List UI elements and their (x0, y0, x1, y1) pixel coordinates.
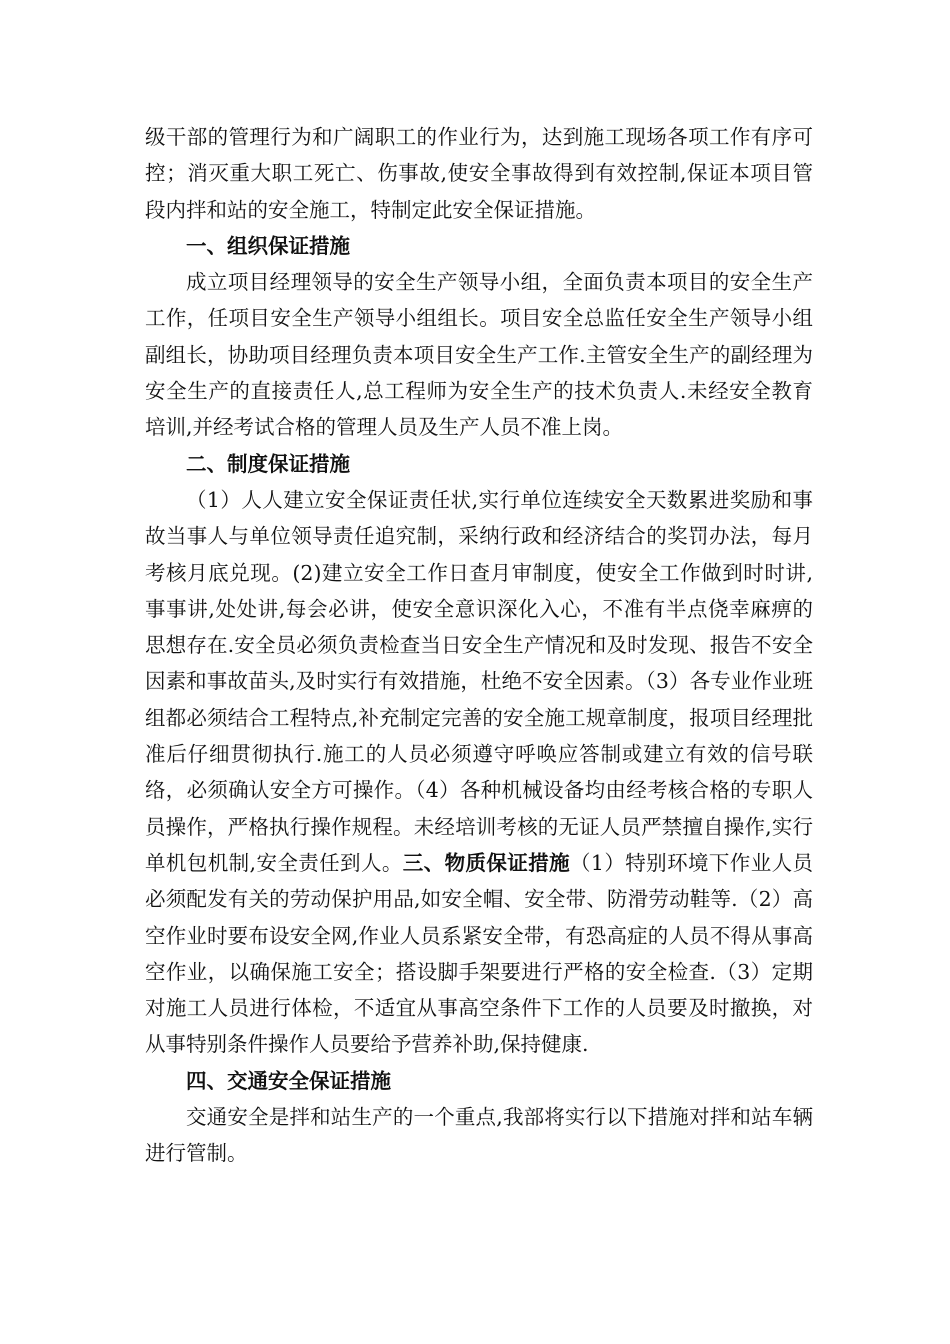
intro-paragraph: 级干部的管理行为和广阔职工的作业行为，达到施工现场各项工作有序可控；消灭重大职工死亡、伤事故,使安全事故得到有效控制,保证本项目管段内拌和站的安全施工，特制定此安全保证措施。 (145, 125, 813, 222)
system-paragraph (145, 482, 813, 1063)
system-text: （1）人人建立安全保证责任状,实行单位连续安全天数累进奖励和事故当事人与单位领导责任追究制，采纳行政和经济结合的奖罚办法，每月考核月底兑现。(2)建立安全工作日查月审制度，使安全工作做到时时讲,事事讲,处处讲,每会必讲，使安全意识深化入心，不准有半点侥幸麻痹的思想存在.安全员必须负责检查当日安全生产情况和及时发现、报告不安全因素和事故苗头,及时实行有效措施，杜绝不安全因素。（3）各专业作业班组都必须结合工程特点,补充制定完善的安全施工规章制度，报项目经理批准后仔细贯彻执行.施工的人员必须遵守呼唤应答制或建立有效的信号联络，必须确认安全方可操作。（4）各种机械设备均由经考核合格的专职人员操作，严格执行操作规程。未经培训考核的无证人员严禁擅自操作,实行单机包机制,安全责任到人。 (145, 487, 813, 875)
document-body (145, 119, 813, 1172)
section-heading-traffic: 四、交通安全保证措施 (186, 1068, 391, 1093)
section-heading-material: 三、物质保证措施 (402, 850, 571, 875)
section-heading-organization: 一、组织保证措施 (186, 233, 350, 258)
traffic-paragraph: 交通安全是拌和站生产的一个重点,我部将实行以下措施对拌和站车辆进行管制。 (145, 1105, 813, 1166)
organization-paragraph: 成立项目经理领导的安全生产领导小组，全面负责本项目的安全生产工作，任项目安全生产领导小组组长。项目安全总监任安全生产领导小组副组长，协助项目经理负责本项目安全生产工作.主管安全生产的副经理为安全生产的直接责任人,总工程师为安全生产的技术负责人.未经安全教育培训,并经考试合格的管理人员及生产人员不准上岗。 (145, 270, 813, 440)
section-heading-system: 二、制度保证措施 (186, 451, 350, 476)
material-text: （1）特别环境下作业人员必须配发有关的劳动保护用品,如安全帽、安全带、防滑劳动鞋等.（2）高空作业时要布设安全网,作业人员系紧安全带，有恐高症的人员不得从事高空作业，以确保施工安全；搭设脚手架要进行严格的安全检查.（3）定期对施工人员进行体检，不适宜从事高空条件下工作的人员要及时撤换，对从事特别条件操作人员要给予营养补助,保持健康. (145, 850, 814, 1057)
